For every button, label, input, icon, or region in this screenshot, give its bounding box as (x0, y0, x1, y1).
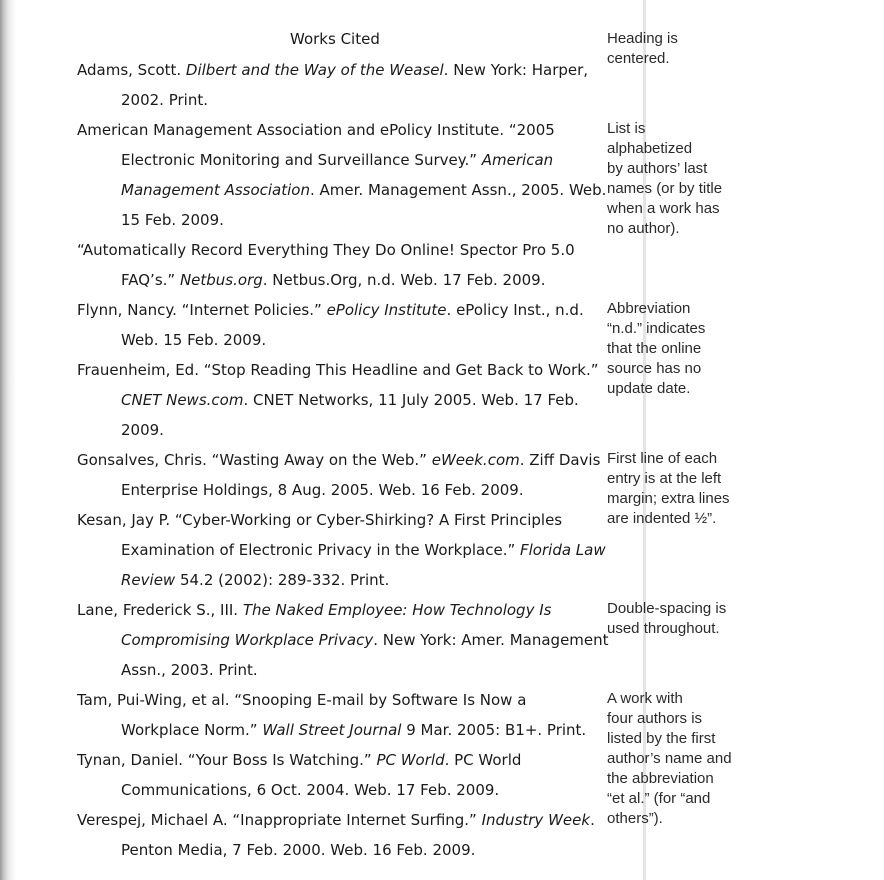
citation-text: . (590, 811, 595, 829)
citation-text: . Ziff Davis (519, 451, 601, 469)
citation-text: Electronic Monitoring and Surveillance Survey.” (121, 151, 482, 169)
citation-text: Enterprise Holdings, 8 Aug. 2005. Web. 16 Feb. 2009. (121, 481, 524, 499)
citation-title-text: American (481, 151, 554, 169)
citation-text: . Netbus.Org, n.d. Web. 17 Feb. 2009. (262, 271, 546, 289)
citation-text: Workplace Norm.” (121, 721, 263, 739)
citation-text: . Amer. Management Assn., 2005. Web. (310, 181, 607, 199)
citation-text: Tynan, Daniel. “Your Boss Is Watching.” (77, 751, 377, 769)
note-indentation: First line of each entry is at the left margin; extra lines are indented ½”. (607, 450, 730, 527)
citation-continuation-line (121, 720, 586, 740)
page-edge-shadow (0, 0, 16, 880)
citation-continuation-line (121, 210, 224, 230)
citation-text: Penton Media, 7 Feb. 2000. Web. 16 Feb. 2009. (121, 841, 476, 859)
citation-first-line (77, 810, 595, 830)
citation-continuation-line (121, 660, 258, 680)
citation-text: FAQ’s.” (121, 271, 180, 289)
citation-text: Examination of Electronic Privacy in the Workplace.” (121, 541, 521, 559)
citation-first-line (77, 600, 551, 620)
citation-text: 2002. Print. (121, 91, 208, 109)
works-cited-heading: Works Cited (290, 30, 380, 48)
citation-first-line (77, 60, 588, 80)
citation-text: Flynn, Nancy. “Internet Policies.” (77, 301, 327, 319)
citation-title-text: ePolicy Institute (326, 301, 447, 319)
citation-text: Gonsalves, Chris. “Wasting Away on the Web.” (77, 451, 432, 469)
citation-first-line (77, 750, 521, 770)
citation-text: Frauenheim, Ed. “Stop Reading This Headline and Get Back to Work.” (77, 361, 599, 379)
citation-title-text: Compromising Workplace Privacy (121, 631, 374, 649)
citation-text: Kesan, Jay P. “Cyber-Working or Cyber-Shirking? A First Principles (77, 511, 563, 529)
citation-continuation-line (121, 840, 475, 860)
citation-first-line (77, 300, 584, 320)
citation-text: . New York: Harper, (443, 61, 589, 79)
citation-title-text: Dilbert and the Way of the Weasel (185, 61, 444, 79)
citation-continuation-line (121, 90, 208, 110)
citation-text: 54.2 (2002): 289-332. Print. (175, 571, 390, 589)
citation-text: Lane, Frederick S., III. (77, 601, 243, 619)
citation-text: Adams, Scott. (77, 61, 186, 79)
citation-first-line (77, 360, 599, 380)
citation-text: Tam, Pui-Wing, et al. “Snooping E-mail by Software Is Now a (77, 691, 527, 709)
citation-text: “Automatically Record Everything They Do Online! Spector Pro 5.0 (77, 241, 575, 259)
citation-title-text: CNET News.com (121, 391, 244, 409)
citation-text: . ePolicy Inst., n.d. (446, 301, 584, 319)
note-heading-centered: Heading is centered. (607, 30, 678, 67)
citation-continuation-line (121, 480, 524, 500)
citation-title-text: Review (121, 571, 176, 589)
citation-title-text: The Naked Employee: How Technology Is (242, 601, 552, 619)
citation-continuation-line (121, 420, 164, 440)
citation-first-line (77, 690, 526, 710)
citation-text: Verespej, Michael A. “Inappropriate Internet Surfing.” (77, 811, 482, 829)
citation-first-line (77, 120, 555, 140)
citation-title-text: eWeek.com (431, 451, 520, 469)
citation-title-text: Management Association (121, 181, 310, 199)
citation-title-text: Netbus.org (179, 271, 263, 289)
citation-title-text: Industry Week (481, 811, 591, 829)
citation-continuation-line (121, 330, 266, 350)
citation-continuation-line (121, 150, 553, 170)
citation-first-line (77, 240, 575, 260)
note-alphabetized: List is alphabetized by authors’ last names (or by title when a work has no author). (607, 120, 723, 237)
citation-text: 15 Feb. 2009. (121, 211, 224, 229)
citation-first-line (77, 450, 600, 470)
citation-title-text: Wall Street Journal (262, 721, 402, 739)
citation-title-text: PC World (376, 751, 445, 769)
citation-text: . New York: Amer. Management (373, 631, 609, 649)
citation-text: American Management Association and ePolicy Institute. “2005 (77, 121, 555, 139)
citation-continuation-line (121, 540, 606, 560)
citation-title-text: Florida Law (520, 541, 606, 559)
citation-text: . PC World (444, 751, 522, 769)
citation-continuation-line (121, 390, 579, 410)
note-double-spacing: Double-spacing is used throughout. (607, 600, 727, 637)
citation-continuation-line (121, 780, 499, 800)
citation-text: 2009. (121, 421, 164, 439)
note-et-al: A work with four authors is listed by the first author’s name and the abbreviation “et al.” (for “and others”). (607, 690, 732, 827)
citation-continuation-line (121, 270, 545, 290)
citation-continuation-line (121, 630, 609, 650)
citation-text: 9 Mar. 2005: B1+. Print. (401, 721, 587, 739)
citation-text: Web. 15 Feb. 2009. (121, 331, 267, 349)
citation-continuation-line (121, 570, 389, 590)
citation-text: . CNET Networks, 11 July 2005. Web. 17 Feb. (243, 391, 579, 409)
citation-first-line (77, 510, 562, 530)
citation-text: Assn., 2003. Print. (121, 661, 258, 679)
citation-continuation-line (121, 180, 606, 200)
note-nd-abbreviation: Abbreviation “n.d.” indicates that the online source has no update date. (607, 300, 706, 397)
citation-text: Communications, 6 Oct. 2004. Web. 17 Feb. 2009. (121, 781, 500, 799)
